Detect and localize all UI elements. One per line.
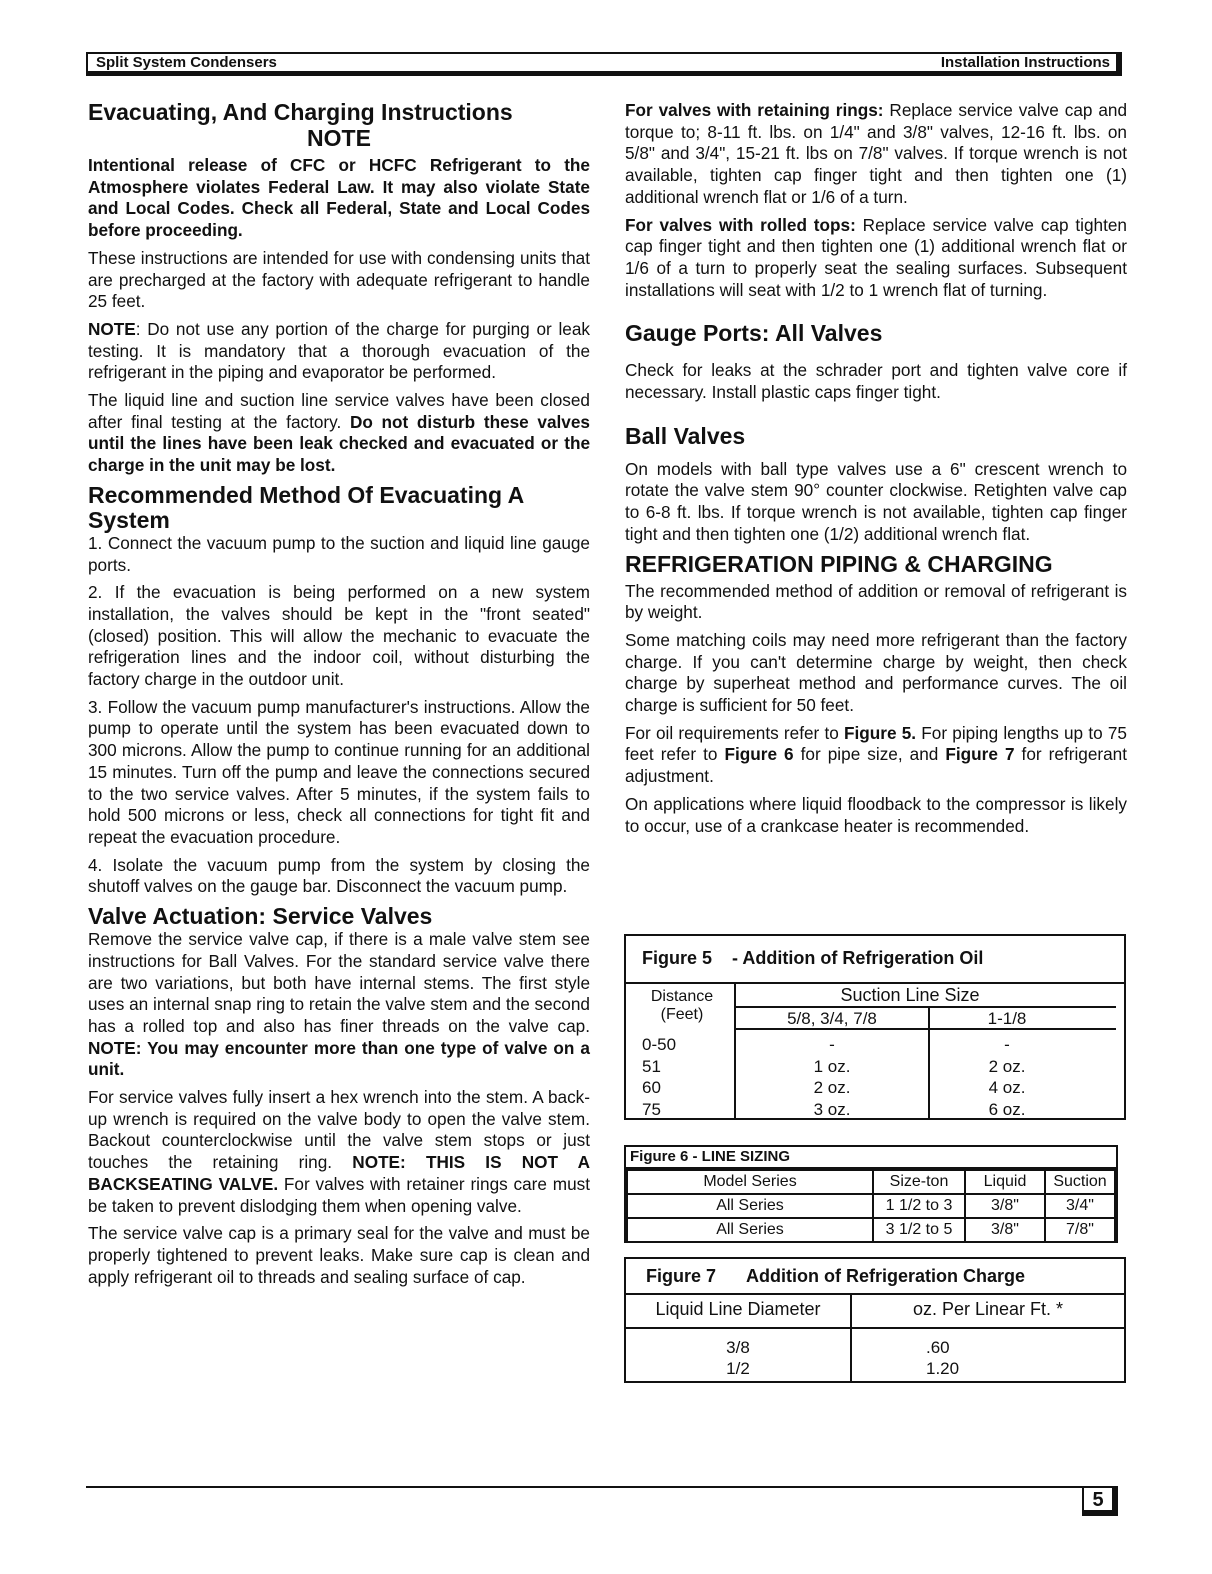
- table-cell: All Series: [627, 1218, 873, 1242]
- step-4: 4. Isolate the vacuum pump from the system by closing the shutoff valves on the gauge bar. Disconnect the vacuum pump.: [88, 854, 590, 897]
- table-cell: 1.20: [926, 1359, 960, 1378]
- figure-6-grid: [626, 1169, 1116, 1243]
- table-cell: 3/8": [965, 1218, 1045, 1242]
- col-distance: Distance: [650, 988, 714, 1005]
- right-column: [625, 100, 1127, 843]
- paragraph: [625, 100, 1127, 209]
- paragraph: [88, 319, 590, 384]
- table-cell: Model Series: [627, 1170, 873, 1194]
- figure-6-caption: Figure 6 - LINE SIZING: [626, 1147, 1116, 1169]
- caption-title: Addition of Refrigeration Charge: [746, 1266, 1026, 1286]
- table-cell: Liquid: [965, 1170, 1045, 1194]
- col-oz: oz. Per Linear Ft. *: [912, 1299, 1064, 1319]
- warning-paragraph: Intentional release of CFC or HCFC Refrigerant to the Atmosphere violates Federal Law. It may also violate State and Local Codes. Check all Federal, State and Local Codes before proceeding.: [88, 155, 590, 241]
- figure-5-caption: [626, 936, 1124, 984]
- col-a: 5/8, 3/4, 7/8: [787, 1009, 877, 1028]
- figure-5-table: [624, 934, 1126, 1120]
- step-2: 2. If the evacuation is being performed on a new system installation, the valves should be kept in the "front seated" (closed) position. This will allow the mechanic to evacuate the refrigeration lines and the indoor coil, without disturbing the factory charge in the outdoor unit.: [88, 582, 590, 690]
- table-cell: 1 1/2 to 3: [873, 1194, 965, 1218]
- note-label: NOTE: [88, 318, 136, 339]
- footer-rule: [86, 1486, 1082, 1488]
- paragraph: On applications where liquid floodback to the compressor is likely to occur, use of a crankcase heater is recommended.: [625, 793, 1127, 836]
- text: For piping lengths up to 75 feet refer to: [625, 722, 1127, 765]
- figure-6-table: [624, 1145, 1118, 1243]
- caption-label: Figure 5: [642, 948, 713, 968]
- step-1: 1. Connect the vacuum pump to the suction and liquid line gauge ports.: [88, 532, 590, 575]
- page-header: [86, 52, 1122, 76]
- note-heading: NOTE: [307, 125, 371, 151]
- paragraph: [88, 1087, 590, 1217]
- bold-text: NOTE: You may encounter more than one type of valve on a unit.: [88, 1037, 590, 1080]
- paragraph: [88, 929, 590, 1081]
- paragraph: These instructions are intended for use with condensing units that are precharged at the factory with adequate refrigerant to handle 25 feet.: [88, 247, 590, 312]
- caption-title: - Addition of Refrigeration Oil: [732, 948, 984, 968]
- figure-7-rows: [626, 1337, 1124, 1379]
- figure-7-table: [624, 1257, 1126, 1383]
- text: Replace service valve cap tighten cap finger tight and then tighten one (1) additional wrench flat or 1/6 of a turn to properly seat the sealing surfaces. Subsequent installations will seat with 1/2 to 1 wrench flat of turning.: [625, 214, 1127, 300]
- section-title-method: Recommended Method Of Evacuating A System: [88, 481, 524, 533]
- section-title-ball-valves: Ball Valves: [625, 422, 746, 449]
- paragraph: Some matching coils may need more refrigerant than the factory charge. If you can't determine charge by weight, then check charge by superheat method and performance curves. The oil charge is sufficient for 50 feet.: [625, 629, 1127, 716]
- table-cell: 3/8: [726, 1338, 750, 1357]
- table-row: [627, 1218, 1115, 1242]
- col-group: Suction Line Size: [840, 985, 980, 1005]
- figure-ref: Figure 5.: [844, 722, 917, 743]
- paragraph: On models with ball type valves use a 6" crescent wrench to rotate the valve stem 90° counter clockwise. Retighten valve cap to 6-8 ft. lbs. If torque wrench is not available, tighten cap finger tight and then tighten one (1/2) additional wrench flat.: [625, 458, 1127, 544]
- table-cell: Suction: [1045, 1170, 1115, 1194]
- section-title-valve-actuation: Valve Actuation: Service Valves: [88, 903, 433, 930]
- table-cell: 7/8": [1045, 1218, 1115, 1242]
- table-row: [626, 1358, 1124, 1379]
- table-row: [626, 1034, 1124, 1056]
- figure-ref: Figure 7: [945, 744, 1015, 765]
- table-cell: 3/8": [965, 1194, 1045, 1218]
- bold-text: For valves with rolled tops:: [625, 214, 856, 235]
- table-cell: 2 oz.: [813, 1078, 851, 1097]
- col-feet: (Feet): [660, 1006, 704, 1023]
- header-right: Installation Instructions: [940, 54, 1110, 71]
- bold-text: Do not disturb these valves until the lines have been leak checked and evacuated or the charge in the unit may be lost.: [88, 411, 590, 476]
- table-cell: Size-ton: [873, 1170, 965, 1194]
- table-cell: 4 oz.: [988, 1078, 1026, 1097]
- paragraph: The service valve cap is a primary seal for the valve and must be properly tightened to prevent leaks. Make sure cap is clean and apply refrigerant oil to threads and sealing surface of cap.: [88, 1223, 590, 1287]
- left-column: [88, 100, 590, 1294]
- table-cell: 2 oz.: [988, 1056, 1026, 1076]
- table-row: [626, 1337, 1124, 1358]
- text: For valves with retainer rings care must be taken to prevent dislodging them when opening valve.: [88, 1173, 591, 1216]
- table-cell: 3/4": [1045, 1194, 1115, 1218]
- section-title-evacuating: Evacuating, And Charging Instructions: [88, 99, 513, 125]
- table-cell: 0-50: [642, 1035, 677, 1054]
- figure-7-caption: [626, 1259, 1124, 1295]
- paragraph: [88, 390, 590, 477]
- figure-ref: Figure 6: [724, 744, 794, 765]
- table-row: [626, 1077, 1124, 1099]
- bold-text: NOTE: THIS IS NOT A BACKSEATING VALVE.: [88, 1152, 591, 1194]
- figure-5-grid: [626, 984, 1124, 1120]
- text: : Do not use any portion of the charge for purging or leak testing. It is mandatory that a thorough evacuation of the refrigerant in the piping and evaporator be performed.: [88, 318, 590, 383]
- table-cell: -: [829, 1035, 835, 1054]
- table-cell: 75: [642, 1099, 661, 1119]
- caption-label: Figure 7: [646, 1266, 717, 1286]
- text: Replace service valve cap and torque to; 8-11 ft. lbs. on 1/4" and 3/8" valves, 12-16 ft. lbs. on 5/8" and 3/4", 15-21 ft. lbs on 7/8" valves. If torque wrench is not available, tighten cap finger tight and then tighten one (1) additional wrench flat or 1/6 of a turn.: [625, 100, 1128, 207]
- table-cell: 51: [642, 1056, 661, 1076]
- text: for pipe size, and: [793, 744, 946, 765]
- table-row: [627, 1194, 1115, 1218]
- paragraph: [625, 215, 1127, 302]
- step-3: 3. Follow the vacuum pump manufacturer's instructions. Allow the pump to operate until the system has been evacuated down to 300 microns. Allow the pump to continue running for an additional 15 minutes. Turn off the pump and leave the connections secured to the two service valves. After 5 minutes, if the system fails to hold 500 microns or less, check all connections for tight fit and repeat the evacuation procedure.: [88, 696, 590, 847]
- text: Remove the service valve cap, if there is a male valve stem see instructions for Ball Valves. For the standard service valve there are two variations, but both have internal stems. The first style uses an internal snap ring to retain the valve stem and the second has a rolled top and also has finer threads on the valve cap.: [88, 929, 590, 1036]
- table-cell: 6 oz.: [988, 1099, 1026, 1119]
- paragraph: [625, 723, 1127, 788]
- table-cell: All Series: [627, 1194, 873, 1218]
- table-cell: 1/2: [726, 1359, 750, 1378]
- text: For oil requirements refer to: [625, 722, 845, 743]
- table-row: [626, 1099, 1124, 1121]
- table-cell: 3 1/2 to 5: [873, 1218, 965, 1242]
- col-diameter: Liquid Line Diameter: [655, 1299, 821, 1319]
- table-row: [627, 1170, 1115, 1194]
- text: for refrigerant adjustment.: [625, 744, 1127, 787]
- section-title-piping: REFRIGERATION PIPING & CHARGING: [625, 550, 1053, 577]
- text: For service valves fully insert a hex wrench into the stem. A back-up wrench is required on the valve body to open the valve stem. Backout counterclockwise until the valve stem stops or just touches the retaining ring.: [88, 1087, 590, 1173]
- figure-5-rows: [626, 1034, 1124, 1120]
- table-row: [626, 1056, 1124, 1078]
- text: The liquid line and suction line service valves have been closed after final testing at the factory.: [88, 390, 590, 432]
- table-cell: 60: [642, 1078, 661, 1097]
- bold-text: For valves with retaining rings:: [625, 100, 884, 120]
- header-left: Split System Condensers: [96, 54, 277, 71]
- col-b: 1-1/8: [987, 1009, 1027, 1028]
- table-cell: .60: [926, 1338, 950, 1357]
- table-cell: 3 oz.: [813, 1099, 851, 1119]
- page-number: 5: [1082, 1486, 1118, 1516]
- table-cell: -: [1004, 1035, 1010, 1054]
- section-title-gauge-ports: Gauge Ports: All Valves: [625, 320, 883, 347]
- figure-7-grid: [626, 1295, 1124, 1383]
- table-cell: 1 oz.: [813, 1056, 851, 1076]
- paragraph: Check for leaks at the schrader port and tighten valve core if necessary. Install plastic caps finger tight.: [625, 360, 1127, 403]
- paragraph: The recommended method of addition or removal of refrigerant is by weight.: [625, 580, 1127, 623]
